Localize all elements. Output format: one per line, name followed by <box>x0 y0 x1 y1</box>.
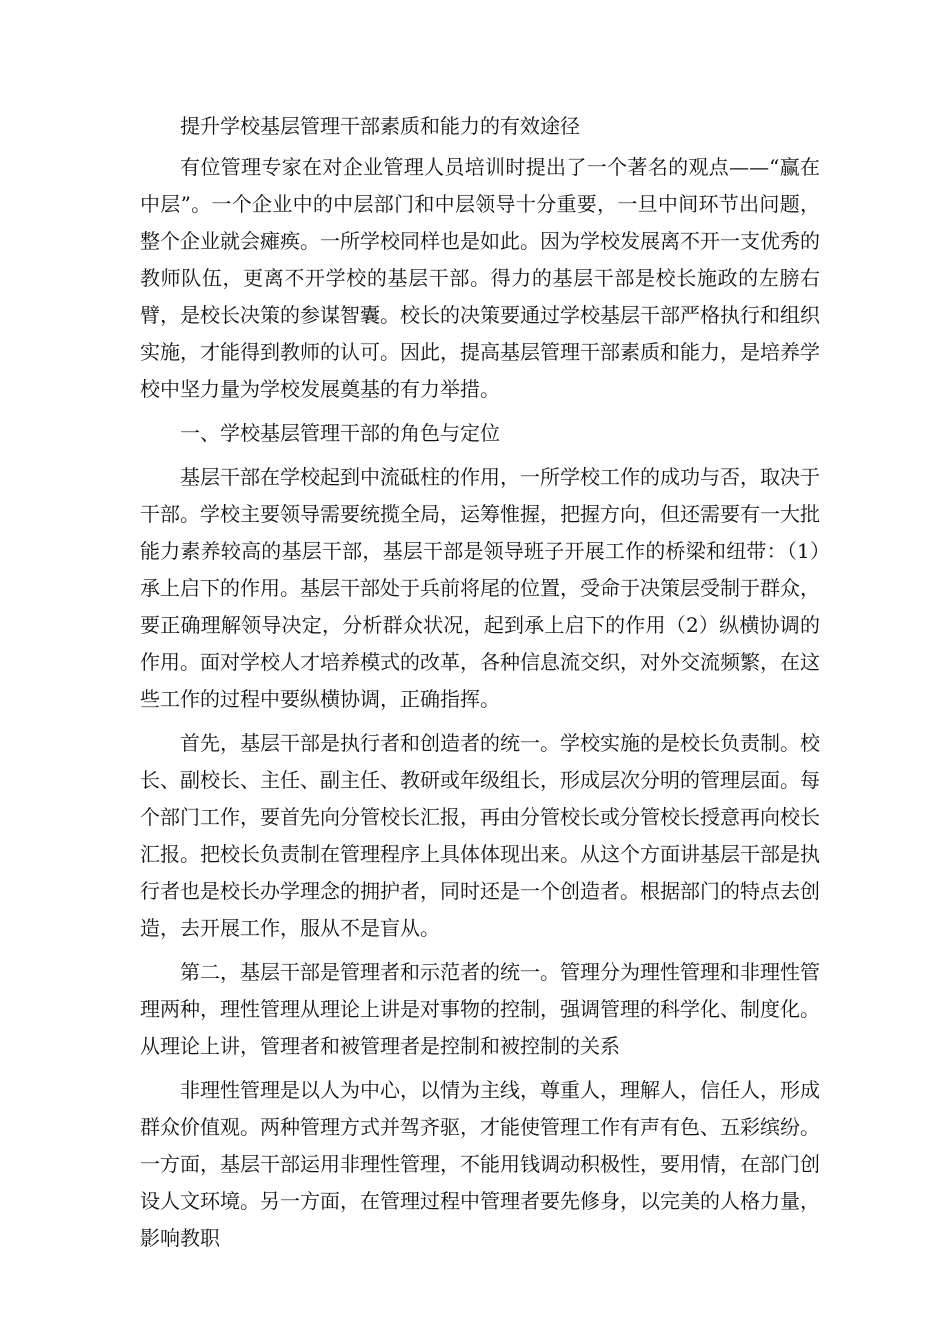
paragraph-role: 基层干部在学校起到中流砥柱的作用，一所学校工作的成功与否，取决于干部。学校主要领导需要统揽全局，运筹惟握，把握方向，但还需要有一大批能力素养较高的基层干部，基层干部是领导班子开展工作的桥梁和纽带：（1）承上启下的作用。基层干部处于兵前将尾的位置，受命于决策层受制于群众，要正确理解领导决定，分析群众状况，起到承上启下的作用（2）纵横协调的作用。面对学校人才培养模式的改革，各种信息流交织，对外交流频繁，在这些工作的过程中要纵横协调，正确指挥。 <box>140 465 820 711</box>
paragraph-nonrational: 非理性管理是以人为中心，以情为主线，尊重人，理解人，信任人，形成群众价值观。两种管理方式并驾齐驱，才能使管理工作有声有色、五彩缤纷。一方面，基层干部运用非理性管理，不能用钱调动积极性，要用情，在部门创设人文环境。另一方面，在管理过程中管理者要先修身，以完美的人格力量，影响教职 <box>140 1078 820 1250</box>
document-page <box>140 108 820 1264</box>
paragraph-second: 第二，基层干部是管理者和示范者的统一。管理分为理性管理和非理性管理两种，理性管理从理论上讲是对事物的控制，强调管理的科学化、制度化。从理论上讲，管理者和被管理者是控制和被控制的关系 <box>140 960 820 1058</box>
document-title: 提升学校基层管理干部素质和能力的有效途径 <box>180 114 580 138</box>
paragraph-first: 首先，基层干部是执行者和创造者的统一。学校实施的是校长负责制。校长、副校长、主任、副主任、教研或年级组长，形成层次分明的管理层面。每个部门工作，要首先向分管校长汇报，再由分管校长或分管校长授意再向校长汇报。把校长负责制在管理程序上具体体现出来。从这个方面讲基层干部是执行者也是校长办学理念的拥护者，同时还是一个创造者。根据部门的特点去创造，去开展工作，服从不是盲从。 <box>140 731 820 940</box>
section-heading-1: 一、学校基层管理干部的角色与定位 <box>180 421 500 445</box>
paragraph-intro: 有位管理专家在对企业管理人员培训时提出了一个著名的观点——“赢在中层”。一个企业中的中层部门和中层领导十分重要，一旦中间环节出问题，整个企业就会瘫痪。一所学校同样也是如此。因为学校发展离不开一支优秀的教师队伍，更离不开学校的基层干部。得力的基层干部是校长施政的左膀右臂，是校长决策的参谋智囊。校长的决策要通过学校基层干部严格执行和组织实施，才能得到教师的认可。因此，提高基层管理干部素质和能力，是培养学校中坚力量为学校发展奠基的有力举措。 <box>140 155 820 401</box>
